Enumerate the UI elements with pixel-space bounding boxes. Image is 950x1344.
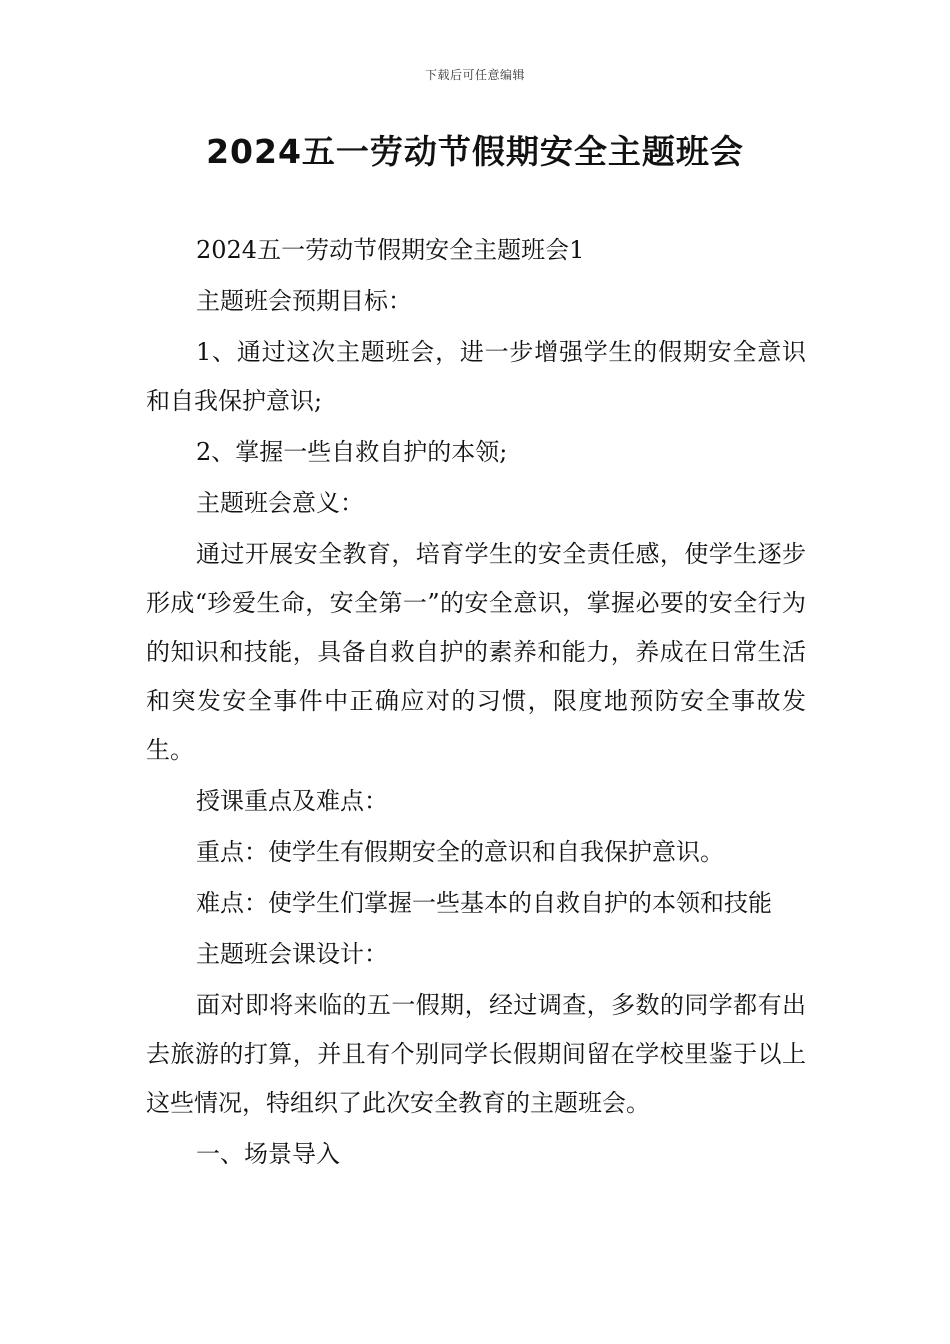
significance-text: 通过开展安全教育，培育学生的安全责任感，使学生逐步形成“珍爱生命，安全第一”的安全意识，掌握必要的安全行为的知识和技能，具备自救自护的素养和能力，养成在日常生活和突发安全事件中正确应对的习惯，限度地预防安全事故发生。 [146,540,806,764]
document-title: 2024五一劳动节假期安全主题班会 [206,132,744,171]
heading-key-points: 授课重点及难点： [196,787,388,815]
heading-lesson-design: 主题班会课设计： [196,940,388,968]
lesson-design-text: 面对即将来临的五一假期，经过调查，多数的同学都有出去旅游的打算，并且有个别同学长假期间留在学校里鉴于以上这些情况，特组织了此次安全教育的主题班会。 [146,991,806,1117]
section-scene-intro: 一、场景导入 [196,1140,340,1168]
header-note: 下载后可任意编辑 [424,68,525,82]
difficult-point: 难点：使学生们掌握一些基本的自救自护的本领和技能 [196,889,772,917]
key-point: 重点：使学生有假期安全的意识和自我保护意识。 [196,838,724,866]
objective-2: 2、掌握一些自救自护的本领; [196,438,508,466]
heading-objectives: 主题班会预期目标： [196,287,412,315]
section-subtitle: 2024五一劳动节假期安全主题班会1 [196,236,585,264]
heading-significance: 主题班会意义： [196,489,364,517]
objective-1: 1、通过这次主题班会，进一步增强学生的假期安全意识和自我保护意识; [146,338,806,415]
document-body [146,226,806,1181]
